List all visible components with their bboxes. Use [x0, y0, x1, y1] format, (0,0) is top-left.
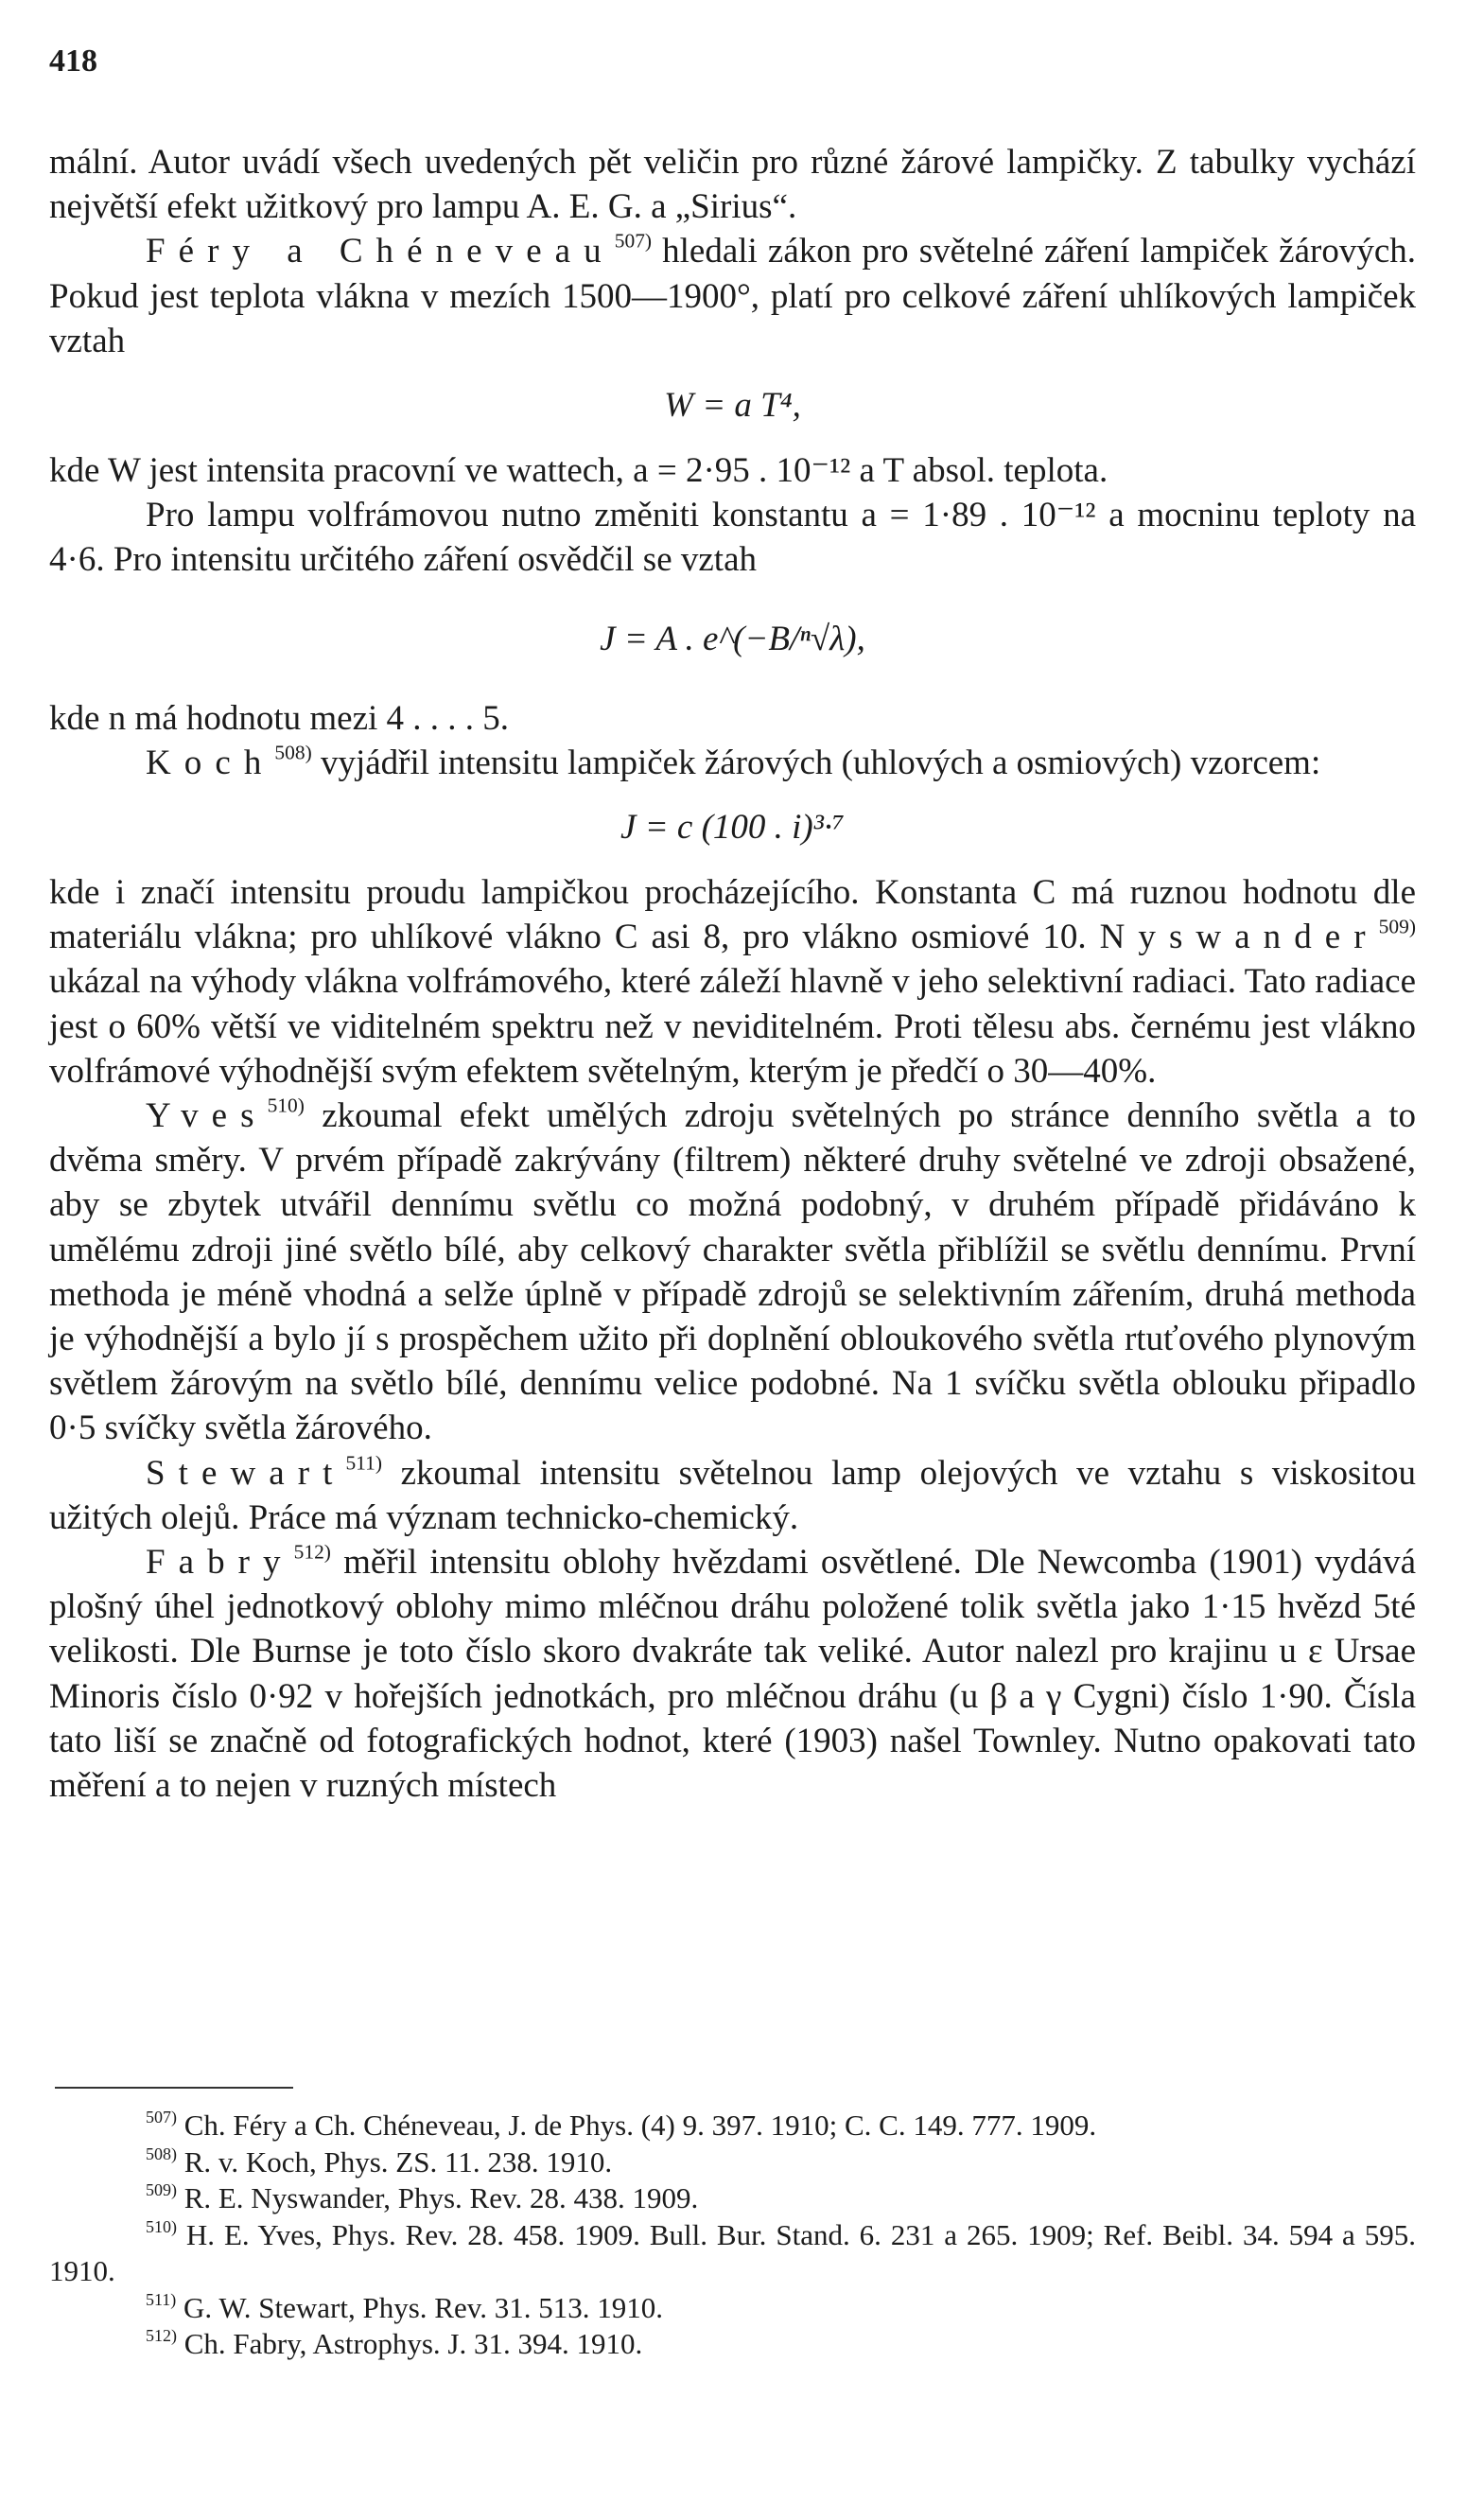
equation: J = c (100 . i)³·⁷ — [620, 808, 845, 848]
page-number: 418 — [49, 44, 97, 79]
paragraph: kde W jest intensita pracovní ve wattech, a = 2·95 . 10⁻¹² a T absol. teplota. — [49, 451, 1108, 491]
equation: J = A . e^(−B/ⁿ√λ), — [600, 619, 865, 658]
footnote-ref: 509) — [1378, 915, 1416, 938]
footnote-ref: 507) — [614, 229, 653, 253]
footnote: $^{508)}$ R. v. Koch, Phys. ZS. 11. 238. 1910. — [146, 2144, 613, 2179]
paragraph: Pro lampu volfrámovou nutno změniti konstantu a = 1·89 . 10⁻¹² a mocninu teploty na 4·6. Pro intensitu určitého záření osvědčil se vztah — [49, 496, 1416, 580]
paragraph: Stewart$^{511)}$ zkoumal intensitu světelnou lamp olejových ve vztahu s viskositou užitých olejů. Práce má význam technicko-chemický. — [49, 1451, 1416, 1537]
paragraph: kde n má hodnotu mezi 4 . . . . 5. — [49, 698, 510, 738]
footnote: $^{512)}$ Ch. Fabry, Astrophys. J. 31. 394. 1910. — [146, 2326, 643, 2360]
page — [49, 0, 1416, 2520]
footnote: $^{511)}$ G. W. Stewart, Phys. Rev. 31. 513. 1910. — [146, 2289, 663, 2324]
author-name: Fabry — [146, 1543, 294, 1583]
footnotes — [49, 2087, 1416, 2363]
paragraph: Yves$^{510)}$ zkoumal efekt umělých zdroju světelných po stránce denního světla a to dvěma směry. V prvém případě zakrývány (filtrem) některé druhy světelné ve zdroji obsažené, aby se zbytek utvářil dennímu světlu co možná podobný, v druhém případě přidáváno k umělému zdroji jiné světlo bílé, aby celkový charakter světla přiblížil se světlu dennímu. První methoda je méně vhodná a selže úplně v případě zdrojů se selektivním zářením, druhá methoda je výhodnější a bylo jí s prospěchem užito při doplnění obloukového světla rtuťového plynovým světlem žárovým na světlo bílé, dennímu velice podobné. Na 1 svíčku světla oblouku připadlo 0·5 svíčky světla žárového. — [49, 1094, 1416, 1448]
author-name: Koch — [146, 743, 275, 782]
author-name: Féry a Chéneveau — [146, 232, 615, 271]
paragraph: Féry a Chéneveau$^{507)}$ hledali zákon pro světelné záření lampiček žárových. Pokud jest teplota vlákna v mezích 1500—1900°, platí pro celkové záření uhlíkových lampiček vztah — [49, 229, 1416, 360]
paragraph: Fabry$^{512)}$ měřil intensitu oblohy hvězdami osvětlené. Dle Newcomba (1901) vydává plošný úhel jednotkový oblohy mimo mléčnou dráhu položené tolik světla jako 1·15 hvězd 5té velikosti. Dle Burnse je toto číslo skoro dvakráte tak veliké. Autor nalezl pro krajinu u ε Ursae Minoris číslo 0·92 v hořejších jednotkách, pro mléčnou dráhu (u β a γ Cygni) číslo 1·90. Čísla tato liší se značně od fotografických hodnot, které (1903) našel Townley. Nutno opakovati tato měření a to nejen v ruzných místech — [49, 1540, 1416, 1806]
footnote-ref: 510) — [267, 1094, 305, 1117]
author-name: Stewart — [146, 1453, 346, 1493]
paragraph: mální. Autor uvádí všech uvedených pět veličin pro různé žárové lampičky. Z tabulky vychází největší efekt užitkový pro lampu A. E. G. a „Sirius“. — [49, 143, 1416, 227]
paragraph: Koch$^{508)}$ vyjádřil intensitu lampiček žárových (uhlových a osmiových) vzorcem: — [146, 741, 1321, 782]
equation: W = a T⁴, — [664, 386, 801, 426]
footnote-ref: 512) — [293, 1540, 331, 1564]
body-text — [49, 140, 1416, 1808]
paragraph: kde i značí intensitu proudu lampičkou procházejícího. Konstanta C má ruznou hodnotu dle materiálu vlákna; pro uhlíkové vlákno C asi 8, pro vlákno osmiové 10. Nyswander$^{509)}$ ukázal na výhody vlákna volfrámového, které záleží hlavně v jeho selektivní radiaci. Tato radiace jest o 60% větší ve viditelném spektru než v neviditelném. Proti tělesu abs. černému jest vlákno volfrámové výhodnější svým efektem světelným, kterým je předčí o 30—40%. — [49, 873, 1416, 1091]
footnote: $^{509)}$ R. E. Nyswander, Phys. Rev. 28. 438. 1909. — [146, 2180, 699, 2214]
footnote: $^{507)}$ Ch. Féry a Ch. Chéneveau, J. de Phys. (4) 9. 397. 1910; C. C. 149. 777. 1909. — [146, 2108, 1097, 2142]
footnote: $^{510)}$ H. E. Yves, Phys. Rev. 28. 458. 1909. Bull. Bur. Stand. 6. 231 a 265. 1909; Ref. Beibl. 34. 594 a 595. 1910. — [49, 2216, 1416, 2287]
author-name: Nyswander — [1099, 918, 1379, 957]
footnote-ref: 508) — [274, 741, 312, 764]
footnote-ref: 511) — [345, 1451, 382, 1475]
footnote-divider — [55, 2087, 293, 2089]
author-name: Yves — [146, 1096, 268, 1136]
